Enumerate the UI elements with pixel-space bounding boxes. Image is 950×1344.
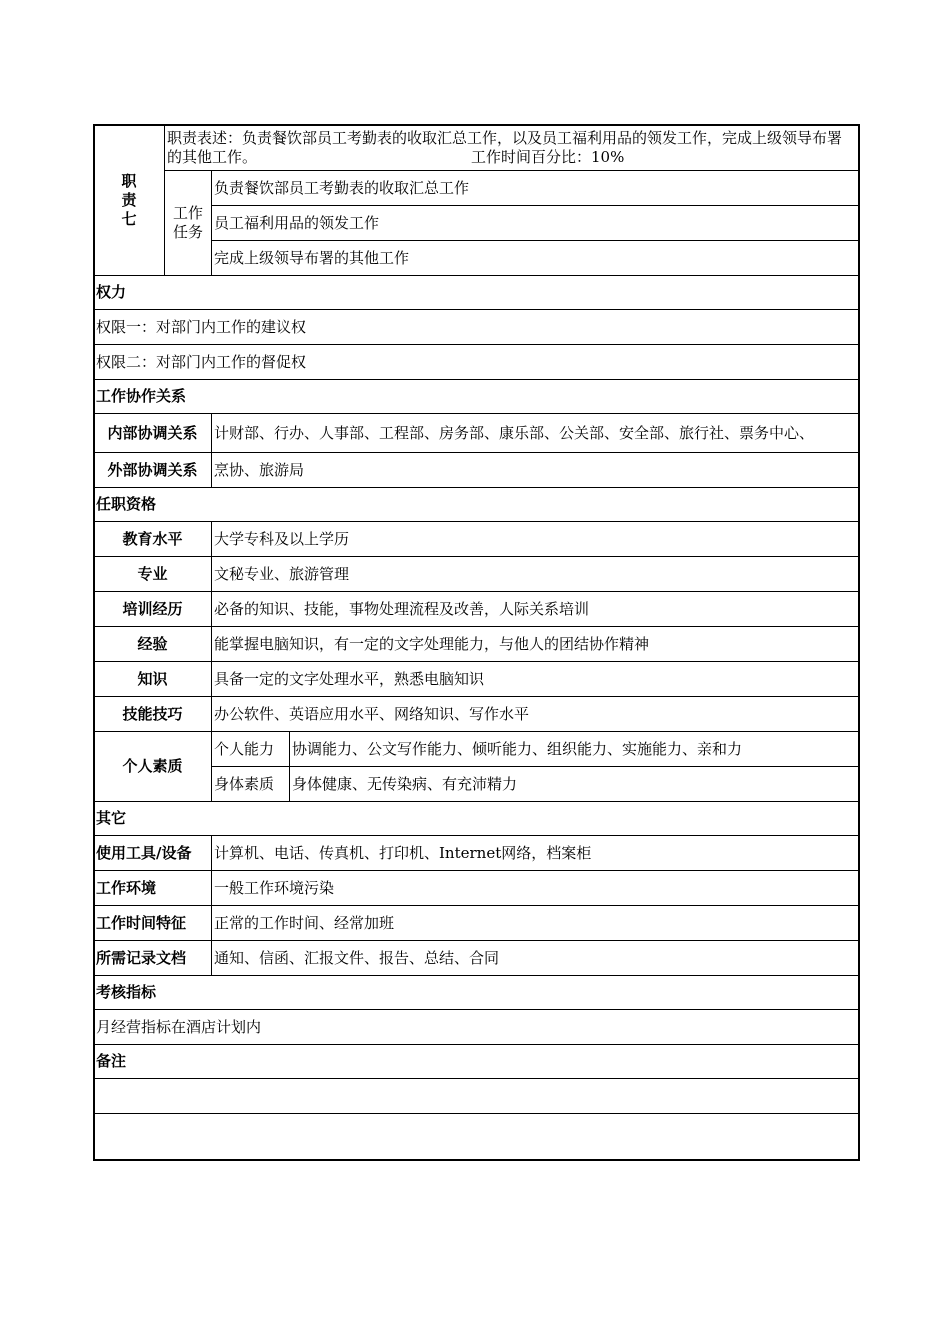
section-title: 考核指标 [94,976,859,1010]
time-percent: 工作时间百分比：10% [471,147,625,166]
task-label-line: 工作 [172,204,203,222]
qualification-label: 教育水平 [94,522,212,557]
personal-sub-value: 协调能力、公文写作能力、倾听能力、组织能力、实施能力、亲和力 [290,732,859,767]
authority-item: 权限二：对部门内工作的督促权 [94,345,859,380]
external-relations-value: 烹协、旅游局 [212,453,859,488]
task-label [165,171,212,276]
external-relations-row [94,453,859,488]
qualification-value: 办公软件、英语应用水平、网络知识、写作水平 [212,697,859,732]
section-other [94,802,859,836]
section-qualifications [94,488,859,522]
duty-label-line: 职 [121,171,137,190]
internal-relations-row [94,414,859,453]
external-relations-label: 外部协调关系 [94,453,212,488]
task-row [94,171,859,206]
qualification-row [94,662,859,697]
qualification-row [94,592,859,627]
section-title: 任职资格 [94,488,859,522]
other-row [94,941,859,976]
remarks-row [94,1079,859,1114]
other-value: 一般工作环境污染 [212,871,859,906]
personal-quality-row [94,732,859,767]
other-row [94,906,859,941]
qualification-row [94,557,859,592]
remarks-value [94,1079,859,1114]
personal-sub-label: 个人能力 [212,732,290,767]
task-item: 负责餐饮部员工考勤表的收取汇总工作 [212,171,859,206]
qualification-value: 具备一定的文字处理水平，熟悉电脑知识 [212,662,859,697]
job-description-table [93,124,858,1114]
other-row [94,871,859,906]
section-authority [94,276,859,310]
qualification-row [94,627,859,662]
other-label: 工作时间特征 [94,906,212,941]
internal-relations-label: 内部协调关系 [94,414,212,453]
other-label: 工作环境 [94,871,212,906]
section-title: 备注 [94,1045,859,1079]
personal-sub-label: 身体素质 [212,767,290,802]
other-value: 通知、信函、汇报文件、报告、总结、合同 [212,941,859,976]
section-title: 其它 [94,802,859,836]
other-value: 正常的工作时间、经常加班 [212,906,859,941]
qualification-value: 文秘专业、旅游管理 [212,557,859,592]
task-item: 员工福利用品的领发工作 [212,206,859,241]
personal-quality-label: 个人素质 [94,732,212,802]
qualification-label: 技能技巧 [94,697,212,732]
other-row [94,836,859,871]
duty-label [94,125,165,276]
qualification-label: 知识 [94,662,212,697]
qualification-value: 大学专科及以上学历 [212,522,859,557]
duty-label-line: 责 [121,190,137,209]
grid [93,124,859,1114]
duty-label-line: 七 [121,209,137,228]
internal-relations-value: 计财部、行办、人事部、工程部、房务部、康乐部、公关部、安全部、旅行社、票务中心、 [212,414,859,453]
qualification-label: 经验 [94,627,212,662]
duty-description-row [94,125,859,171]
section-title: 权力 [94,276,859,310]
section-title: 工作协作关系 [94,380,859,414]
section-relations [94,380,859,414]
other-value: 计算机、电话、传真机、打印机、Internet网络，档案柜 [212,836,859,871]
qualification-row [94,697,859,732]
duty-description [165,125,859,171]
other-label: 所需记录文档 [94,941,212,976]
assessment-value: 月经营指标在酒店计划内 [94,1010,859,1045]
personal-sub-value: 身体健康、无传染病、有充沛精力 [290,767,859,802]
authority-item: 权限一：对部门内工作的建议权 [94,310,859,345]
authority-row [94,345,859,380]
duty-description-text: 职责表述：负责餐饮部员工考勤表的收取汇总工作，以及员工福利用品的领发工作，完成上级领导布署的其他工作。 [167,128,843,166]
qualification-label: 专业 [94,557,212,592]
qualification-value: 必备的知识、技能，事物处理流程及改善，人际关系培训 [212,592,859,627]
assessment-row [94,1010,859,1045]
task-item: 完成上级领导布署的其他工作 [212,241,859,276]
authority-row [94,310,859,345]
qualification-label: 培训经历 [94,592,212,627]
task-label-line: 任务 [172,223,203,241]
qualification-value: 能掌握电脑知识，有一定的文字处理能力，与他人的团结协作精神 [212,627,859,662]
other-label: 使用工具/设备 [94,836,212,871]
qualification-row [94,522,859,557]
section-remarks [94,1045,859,1079]
section-assessment [94,976,859,1010]
